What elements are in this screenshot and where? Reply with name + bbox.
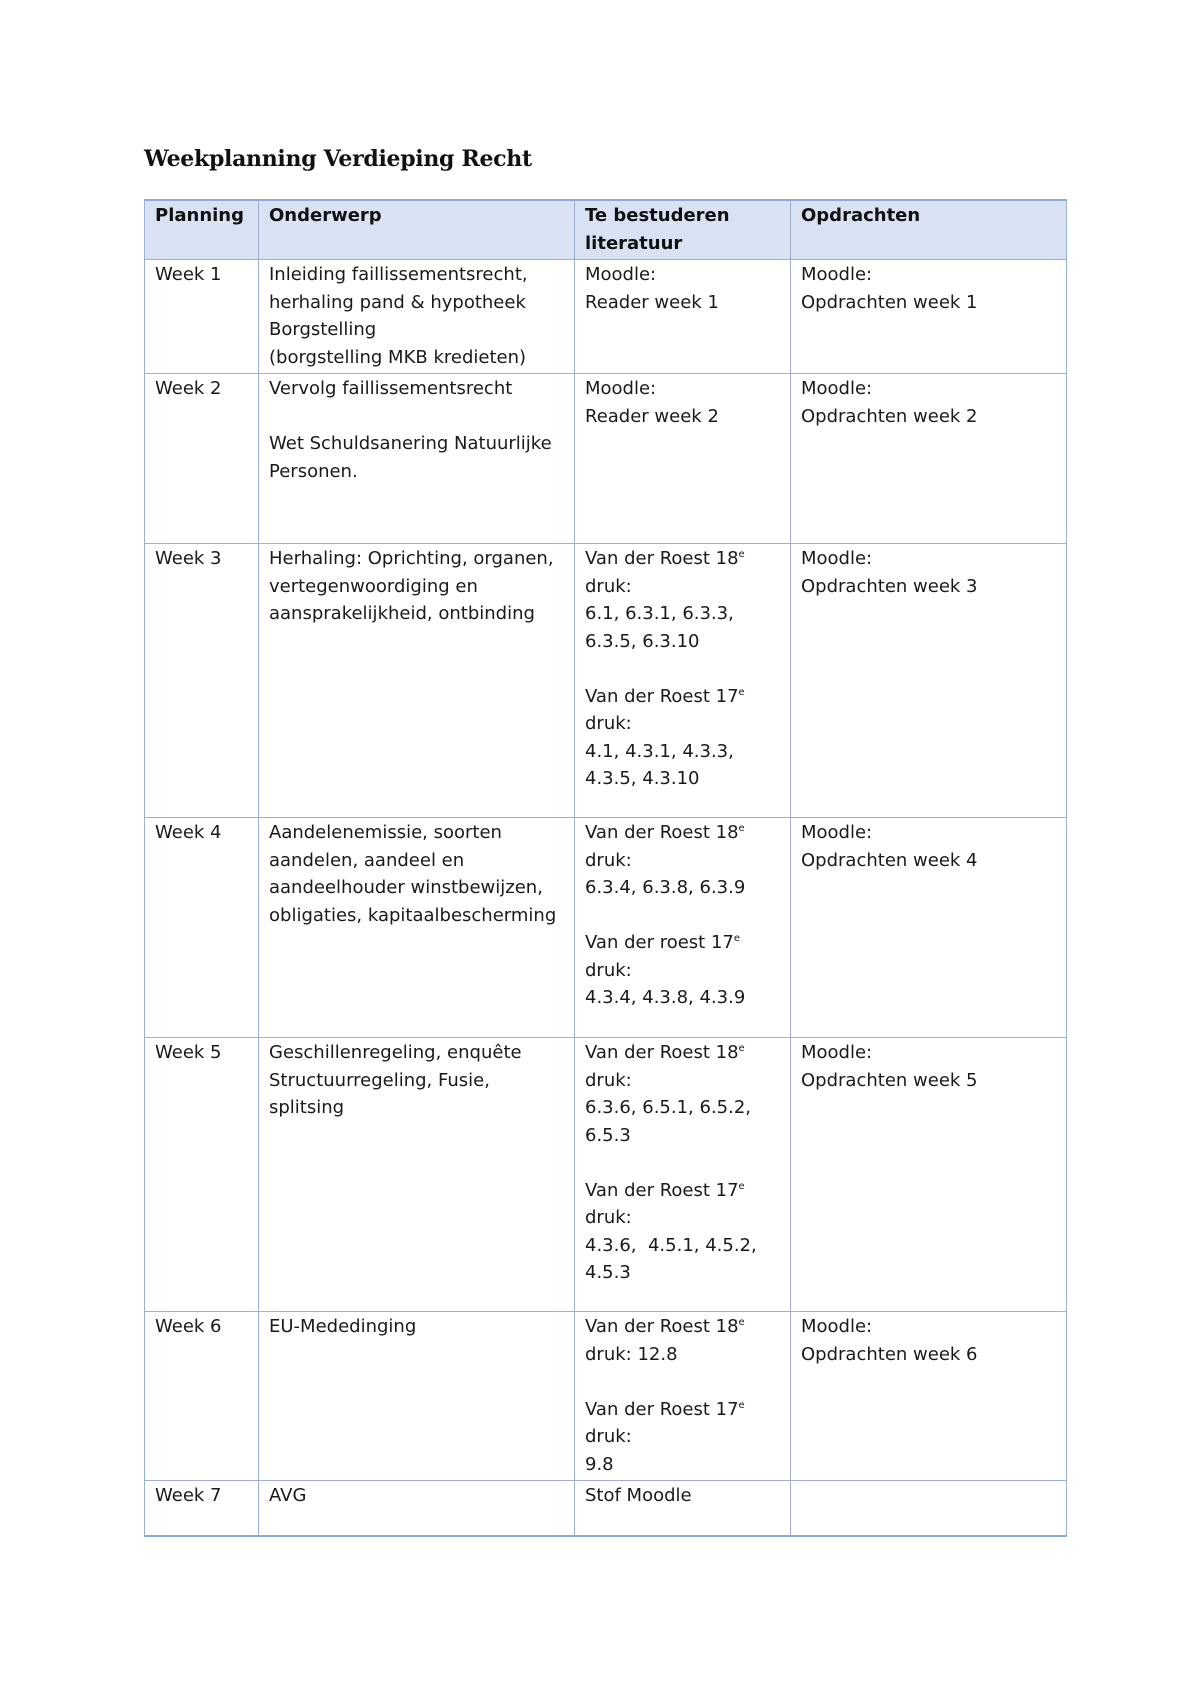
cell-opdrachten bbox=[791, 818, 1067, 1038]
opdrachten-line: Opdrachten week 4 bbox=[801, 849, 978, 871]
onderwerp-line: AVG bbox=[269, 1485, 307, 1506]
onderwerp-line: obligaties, kapitaalbescherming bbox=[269, 904, 557, 926]
literatuur-druk: druk: bbox=[585, 959, 632, 981]
table-row bbox=[145, 544, 1067, 818]
cell-onderwerp bbox=[259, 1038, 575, 1312]
cell-literatuur bbox=[575, 260, 791, 374]
literatuur-druk: druk: 12.8 bbox=[585, 1343, 678, 1365]
literatuur-sections: 4.3.5, 4.3.10 bbox=[585, 768, 700, 789]
literatuur-edition: Van der roest 17e bbox=[585, 932, 741, 953]
paragraph-gap bbox=[585, 1368, 780, 1396]
header-onderwerp: Onderwerp bbox=[259, 200, 575, 260]
cell-opdrachten bbox=[791, 374, 1067, 544]
paragraph-gap bbox=[585, 655, 780, 683]
cell-literatuur bbox=[575, 1481, 791, 1536]
header-literatuur-line1: Te bestuderen bbox=[585, 205, 730, 226]
cell-literatuur bbox=[575, 818, 791, 1038]
cell-onderwerp bbox=[259, 374, 575, 544]
cell-opdrachten bbox=[791, 544, 1067, 818]
cell-literatuur bbox=[575, 1312, 791, 1481]
literatuur-sections: 6.3.4, 6.3.8, 6.3.9 bbox=[585, 877, 746, 898]
onderwerp-line: splitsing bbox=[269, 1097, 345, 1118]
cell-opdrachten bbox=[791, 1481, 1067, 1536]
literatuur-sections: 4.5.3 bbox=[585, 1262, 631, 1283]
cell-onderwerp bbox=[259, 260, 575, 374]
literatuur-sections: 9.8 bbox=[585, 1453, 614, 1475]
onderwerp-line: aandeelhouder winstbewijzen, bbox=[269, 877, 543, 898]
literatuur-sections: 6.3.5, 6.3.10 bbox=[585, 630, 700, 652]
cell-onderwerp bbox=[259, 1481, 575, 1536]
table-row bbox=[145, 1038, 1067, 1312]
paragraph-gap bbox=[585, 1149, 780, 1177]
onderwerp-line: Aandelenemissie, soorten bbox=[269, 822, 502, 843]
opdrachten-line: Opdrachten week 5 bbox=[801, 1069, 978, 1091]
onderwerp-line: Herhaling: Oprichting, organen, bbox=[269, 548, 554, 569]
onderwerp-line: vertegenwoordiging en bbox=[269, 575, 478, 597]
cell-week: Week 4 bbox=[145, 818, 259, 1038]
cell-week: Week 1 bbox=[145, 260, 259, 374]
opdrachten-line: Opdrachten week 1 bbox=[801, 291, 978, 313]
opdrachten-line: Opdrachten week 3 bbox=[801, 575, 978, 597]
onderwerp-line: Geschillenregeling, enquête bbox=[269, 1042, 522, 1063]
literatuur-edition: Van der Roest 18e bbox=[585, 548, 745, 569]
cell-literatuur bbox=[575, 544, 791, 818]
onderwerp-line: aansprakelijkheid, ontbinding bbox=[269, 603, 535, 624]
cell-opdrachten bbox=[791, 1312, 1067, 1481]
literatuur-edition: Van der Roest 18e bbox=[585, 1316, 745, 1337]
cell-onderwerp bbox=[259, 1312, 575, 1481]
onderwerp-line: Vervolg faillissementsrecht bbox=[269, 378, 513, 399]
literatuur-line: Moodle: bbox=[585, 378, 657, 399]
literatuur-edition: Van der Roest 18e bbox=[585, 822, 745, 843]
week-planning-table bbox=[144, 199, 1067, 1537]
cell-onderwerp bbox=[259, 818, 575, 1038]
header-opdrachten: Opdrachten bbox=[791, 200, 1067, 260]
header-planning: Planning bbox=[145, 200, 259, 260]
onderwerp-line: Borgstelling bbox=[269, 319, 377, 340]
header-literatuur-line2: literatuur bbox=[585, 232, 683, 254]
cell-opdrachten bbox=[791, 1038, 1067, 1312]
opdrachten-line: Moodle: bbox=[801, 1042, 873, 1063]
table-row bbox=[145, 260, 1067, 374]
literatuur-sections: 6.3.6, 6.5.1, 6.5.2, bbox=[585, 1097, 752, 1118]
paragraph-gap bbox=[269, 403, 564, 431]
table-row bbox=[145, 1481, 1067, 1536]
opdrachten-line: Moodle: bbox=[801, 378, 873, 399]
cell-week: Week 2 bbox=[145, 374, 259, 544]
literatuur-sections: 4.3.4, 4.3.8, 4.3.9 bbox=[585, 987, 746, 1008]
literatuur-druk: druk: bbox=[585, 1207, 632, 1228]
opdrachten-line: Moodle: bbox=[801, 1316, 873, 1337]
literatuur-druk: druk: bbox=[585, 1069, 632, 1091]
literatuur-line: Reader week 1 bbox=[585, 291, 719, 313]
opdrachten-line: Opdrachten week 6 bbox=[801, 1343, 978, 1365]
table-row bbox=[145, 374, 1067, 544]
cell-literatuur bbox=[575, 374, 791, 544]
cell-onderwerp bbox=[259, 544, 575, 818]
literatuur-sections: 6.1, 6.3.1, 6.3.3, bbox=[585, 603, 734, 624]
literatuur-sections: 4.3.6, 4.5.1, 4.5.2, bbox=[585, 1234, 757, 1256]
onderwerp-line: herhaling pand & hypotheek bbox=[269, 291, 526, 313]
header-literatuur bbox=[575, 200, 791, 260]
cell-week: Week 7 bbox=[145, 1481, 259, 1536]
literatuur-druk: druk: bbox=[585, 1426, 632, 1447]
literatuur-edition: Van der Roest 17e bbox=[585, 685, 745, 707]
literatuur-druk: druk: bbox=[585, 575, 632, 597]
onderwerp-line: Wet Schuldsanering Natuurlijke bbox=[269, 433, 552, 454]
literatuur-druk: druk: bbox=[585, 849, 632, 871]
table-row bbox=[145, 1312, 1067, 1481]
literatuur-edition: Van der Roest 17e bbox=[585, 1179, 745, 1201]
literatuur-sections: 6.5.3 bbox=[585, 1124, 631, 1146]
literatuur-line: Stof Moodle bbox=[585, 1485, 692, 1506]
opdrachten-line: Moodle: bbox=[801, 822, 873, 843]
literatuur-line: Reader week 2 bbox=[585, 405, 719, 427]
paragraph-gap bbox=[585, 902, 780, 930]
literatuur-sections: 4.1, 4.3.1, 4.3.3, bbox=[585, 740, 734, 762]
literatuur-druk: druk: bbox=[585, 713, 632, 734]
literatuur-line: Moodle: bbox=[585, 264, 657, 285]
cell-opdrachten bbox=[791, 260, 1067, 374]
onderwerp-line: Personen. bbox=[269, 460, 358, 482]
cell-literatuur bbox=[575, 1038, 791, 1312]
table-header-row bbox=[145, 200, 1067, 260]
opdrachten-line: Moodle: bbox=[801, 264, 873, 285]
onderwerp-line: (borgstelling MKB kredieten) bbox=[269, 346, 527, 368]
literatuur-edition: Van der Roest 18e bbox=[585, 1042, 745, 1063]
onderwerp-line: aandelen, aandeel en bbox=[269, 849, 465, 871]
onderwerp-line: Inleiding faillissementsrecht, bbox=[269, 264, 528, 285]
literatuur-edition: Van der Roest 17e bbox=[585, 1398, 745, 1420]
document-title: Weekplanning Verdieping Recht bbox=[144, 146, 532, 172]
table-row bbox=[145, 818, 1067, 1038]
onderwerp-line: Structuurregeling, Fusie, bbox=[269, 1069, 490, 1091]
onderwerp-line: EU-Mededinging bbox=[269, 1316, 417, 1337]
opdrachten-line: Moodle: bbox=[801, 548, 873, 569]
cell-week: Week 3 bbox=[145, 544, 259, 818]
opdrachten-line: Opdrachten week 2 bbox=[801, 405, 978, 427]
cell-week: Week 6 bbox=[145, 1312, 259, 1481]
cell-week: Week 5 bbox=[145, 1038, 259, 1312]
